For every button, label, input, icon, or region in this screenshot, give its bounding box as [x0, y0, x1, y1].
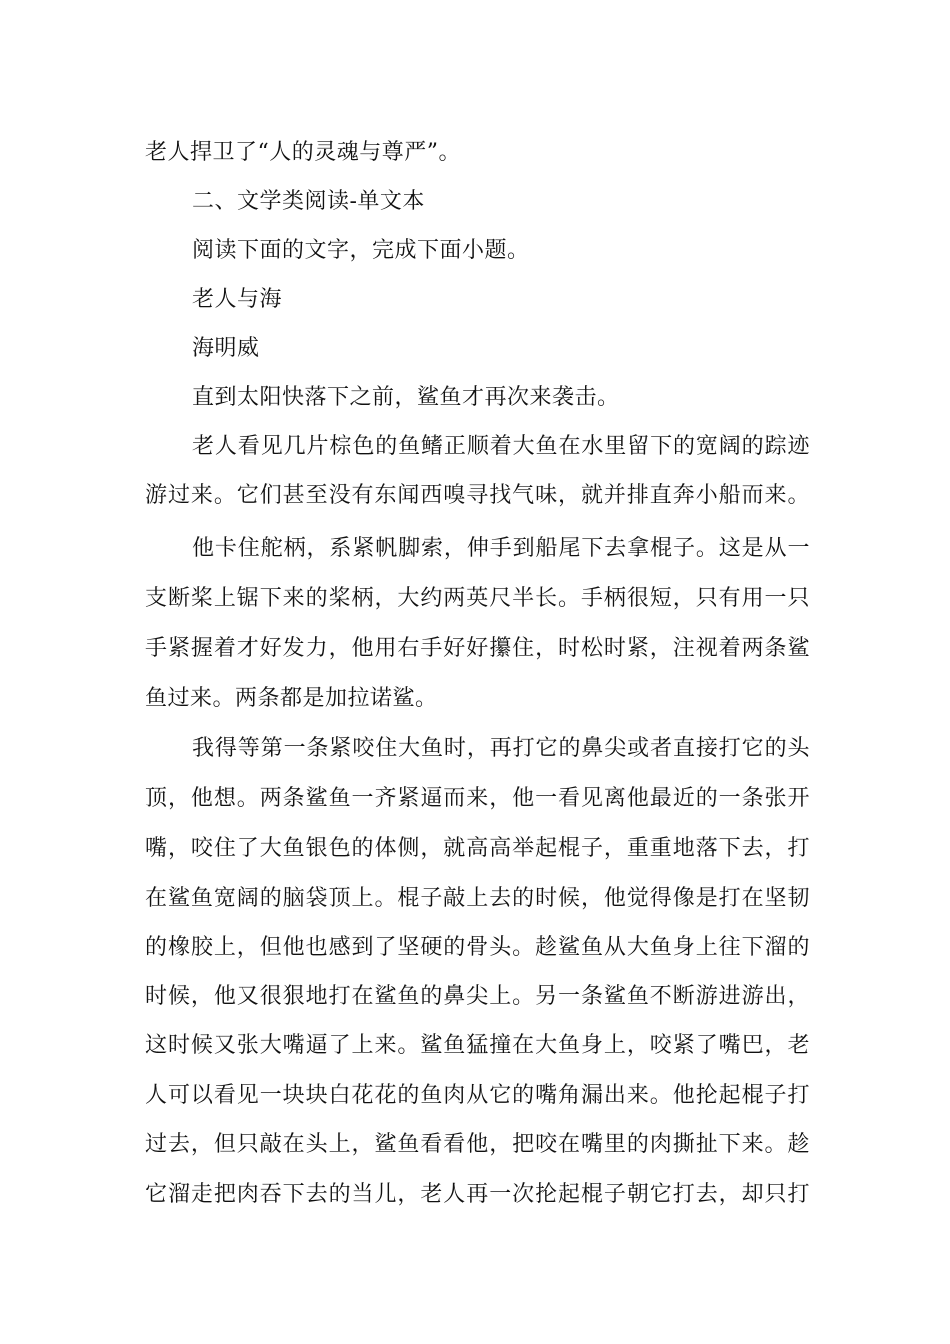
text-line: 游过来。它们甚至没有东闻西嗅寻找气味，就并排直奔小船而来。	[145, 483, 810, 508]
text-line: 鱼过来。两条都是加拉诺鲨。	[145, 686, 438, 711]
passage-author: 海明威	[192, 336, 260, 361]
text-line: 老人看见几片棕色的鱼鳍正顺着大鱼在水里留下的宽阔的踪迹	[192, 434, 810, 459]
text-line: 这时候又张大嘴逼了上来。鲨鱼猛撞在大鱼身上，咬紧了嘴巴，老	[145, 1033, 810, 1058]
text-line: 顶，他想。两条鲨鱼一齐紧逼而来，他一看见离他最近的一条张开	[145, 786, 810, 811]
text-line: 直到太阳快落下之前，鲨鱼才再次来袭击。	[192, 385, 620, 410]
text-line: 的橡胶上，但他也感到了坚硬的骨头。趁鲨鱼从大鱼身上往下溜的	[145, 935, 810, 960]
text-line: 老人捍卫了“人的灵魂与尊严”。	[145, 140, 461, 165]
text-line: 我得等第一条紧咬住大鱼时，再打它的鼻尖或者直接打它的头	[192, 736, 810, 761]
text-line: 他卡住舵柄，系紧帆脚索，伸手到船尾下去拿棍子。这是从一	[192, 536, 810, 561]
text-line: 嘴，咬住了大鱼银色的体侧，就高高举起棍子，重重地落下去，打	[145, 836, 810, 861]
instruction-text: 阅读下面的文字，完成下面小题。	[192, 238, 530, 263]
text-line: 手紧握着才好发力，他用右手好好攥住，时松时紧，注视着两条鲨	[145, 636, 810, 661]
text-line: 人可以看见一块块白花花的鱼肉从它的嘴角漏出来。他抡起棍子打	[145, 1083, 810, 1108]
text-line: 支断桨上锯下来的桨柄，大约两英尺半长。手柄很短，只有用一只	[145, 586, 810, 611]
text-line: 在鲨鱼宽阔的脑袋顶上。棍子敲上去的时候，他觉得像是打在坚韧	[145, 886, 810, 911]
section-heading: 二、文学类阅读-单文本	[192, 189, 425, 214]
text-line: 它溜走把肉吞下去的当儿，老人再一次抡起棍子朝它打去，却只打	[145, 1182, 810, 1207]
text-line: 过去，但只敲在头上，鲨鱼看看他，把咬在嘴里的肉撕扯下来。趁	[145, 1132, 810, 1157]
text-line: 时候，他又很狠地打在鲨鱼的鼻尖上。另一条鲨鱼不断游进游出，	[145, 984, 810, 1009]
passage-title: 老人与海	[192, 287, 283, 312]
